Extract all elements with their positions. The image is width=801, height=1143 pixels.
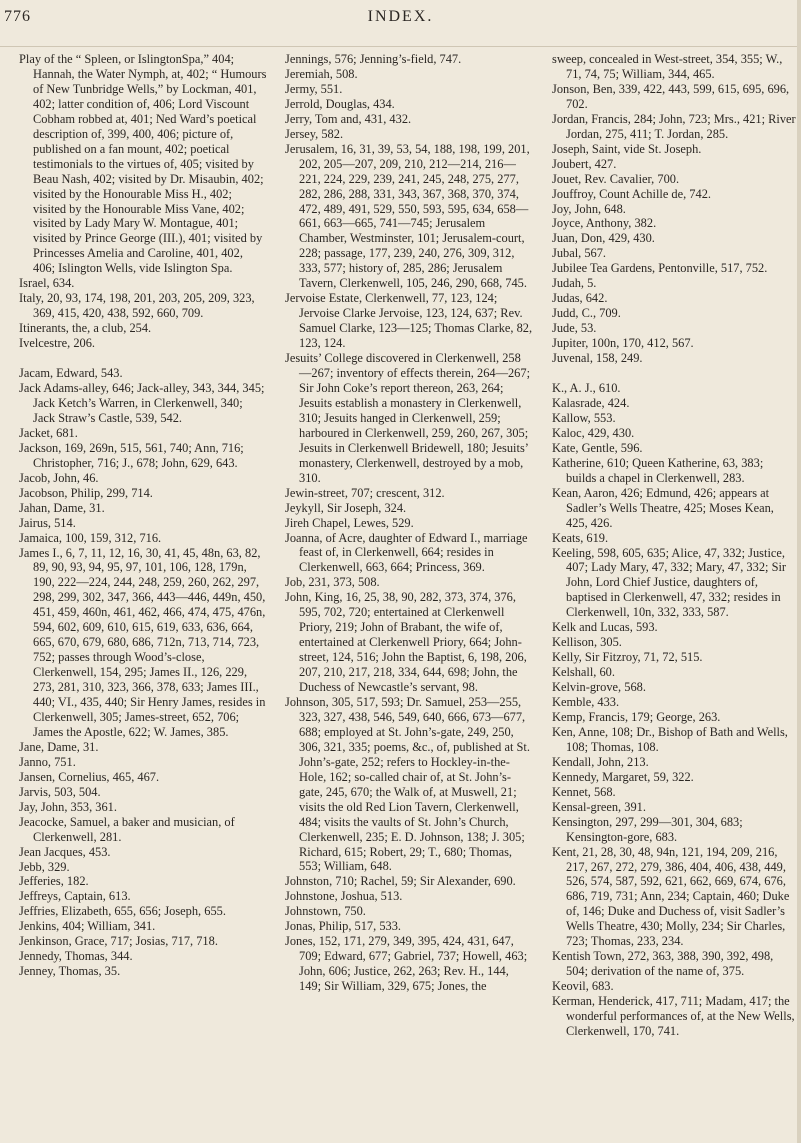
page-header — [0, 0, 801, 47]
index-entry: Katherine, 610; Queen Katherine, 63, 383; builds a chapel in Clerkenwell, 283. — [552, 455, 764, 485]
section-gap — [552, 366, 796, 381]
index-entry: Ivelcestre, 206. — [19, 336, 96, 351]
index-entry: Jersey, 582. — [285, 126, 344, 141]
index-entry: Kallow, 553. — [552, 410, 616, 425]
index-entry: Jansen, Cornelius, 465, 467. — [19, 769, 160, 784]
index-entry: Jebb, 329. — [19, 859, 70, 874]
index-column-1 — [19, 52, 267, 979]
section-gap — [19, 351, 267, 366]
index-entry: Kemp, Francis, 179; George, 263. — [552, 709, 721, 724]
index-entry: Jacket, 681. — [19, 425, 78, 440]
index-entry: Jubilee Tea Gardens, Pentonville, 517, 752. — [552, 261, 768, 276]
index-entry: Jouet, Rev. Cavalier, 700. — [552, 171, 680, 186]
index-entry: Jerry, Tom and, 431, 432. — [285, 111, 412, 126]
index-entry: Kaloc, 429, 430. — [552, 425, 635, 440]
index-entry: Kelshall, 60. — [552, 665, 615, 680]
index-entry: Kean, Aaron, 426; Edmund, 426; appears at Sadler’s Wells Theatre, 425; Moses Kean, 425, 426. — [552, 485, 774, 530]
index-entry: Kendall, John, 213. — [552, 754, 649, 769]
index-entry: Israel, 634. — [19, 276, 75, 291]
index-entry: Jamaica, 100, 159, 312, 716. — [19, 530, 162, 545]
index-entry: Jarvis, 503, 504. — [19, 784, 101, 799]
index-entry: Judd, C., 709. — [552, 306, 621, 321]
index-entry: Jeacocke, Samuel, a baker and musician, of Clerkenwell, 281. — [19, 814, 235, 844]
index-entry: Jerrold, Douglas, 434. — [285, 96, 395, 111]
index-entry: Jenney, Thomas, 35. — [19, 964, 121, 979]
index-entry: Jewin-street, 707; crescent, 312. — [285, 485, 445, 500]
index-entry: Kelly, Sir Fitzroy, 71, 72, 515. — [552, 650, 703, 665]
index-column-2 — [285, 52, 533, 994]
index-entry: Jerusalem, 16, 31, 39, 53, 54, 188, 198, 199, 201, 202, 205—207, 209, 210, 212—214, 216—221, 224, 229, 239, 241, 245, 248, 275, 277, 282, 286, 288, 331, 343, 367, 368, 370, 374, 472, 489, 491, 529, 550, 593, 595, 634, 658—661, 663—665, 741—745; Jerusalem Chamber, Westminster, 101; Jerusalem-court, 228; passage, 177, 239, 240, 276, 309, 312, 333, 577; history of, 285, 286; Jerusalem Tavern, Clerkenwell, 105, 246, 290, 668, 745. — [285, 141, 530, 291]
index-entry: Kate, Gentle, 596. — [552, 440, 643, 455]
index-entry: Play of the “ Spleen, or IslingtonSpa,” 404; Hannah, the Water Nymph, at, 402; “ Humours of New Tunbridge Wells,” by Lockman, 401, 402; latter condition of, 406; Lord Viscount Cobham robbed at, 401; Ned Ward’s poetical description of, 399, 400, 406; picture of, published on a fan mount, 402; poetical testimonials to the virtues of, 405; visited by Beau Nash, 402; visited by Dr. Misaubin, 402; visited by the Honourable Miss H., 402; visited by the Honourable Miss Vane, 402; visited by Lady Mary W. Montague, 401; visited by Prince George (III.), 401; visited by Princesses Amelia and Caroline, 401, 402, 406; Islington Wells, vide Islington Spa. — [19, 52, 267, 276]
index-entry: Jeffries, Elizabeth, 655, 656; Joseph, 655. — [19, 904, 226, 919]
index-entry: Johnstown, 750. — [285, 904, 366, 919]
index-entry: Jean Jacques, 453. — [19, 844, 111, 859]
index-entry: Kellison, 305. — [552, 635, 622, 650]
index-entry: Joy, John, 648. — [552, 201, 626, 216]
index-entry: Jairus, 514. — [19, 515, 76, 530]
index-entry: Jubal, 567. — [552, 246, 607, 261]
index-entry: Kent, 21, 28, 30, 48, 94n, 121, 194, 209, 216, 217, 267, 272, 279, 386, 404, 406, 438, 449, 526, 574, 587, 592, 621, 662, 669, 674, 676, 686, 719, 731; Ann, 234; Captain, 460; Duke of, 146; Duke and Duchess of, visit Sadler’s Wells Theatre, 430; Molly, 234; Sir Charles, 723; Thomas, 233, 234. — [552, 844, 790, 949]
index-entry: Juvenal, 158, 249. — [552, 351, 643, 366]
index-entry: K., A. J., 610. — [552, 381, 621, 396]
index-entry: Johnson, 305, 517, 593; Dr. Samuel, 253—255, 323, 327, 438, 546, 549, 640, 666, 673—677, 688; employed at St. John’s-gate, 249, 250, 306, 321, 335; poems, &c., of, published at St. John’s-gate, 252; refers to Hockley-in-the-Hole, 162; so-called chair of, at St. John’s-gate, 245, 670; the Walk of, at Muswell, 21; visits the old Red Lion Tavern, Clerkenwell, 484; visits the vaults of St. John’s Church, Clerkenwell, 235; E. D. Johnson, 138; J. 305; Richard, 615; Robert, 29; T., 680; Thomas, 553; William, 648. — [285, 694, 530, 874]
index-entry: Keats, 619. — [552, 530, 609, 545]
index-entry: Kelk and Lucas, 593. — [552, 620, 658, 635]
index-entry: Itinerants, the, a club, 254. — [19, 321, 152, 336]
index-entry: John, King, 16, 25, 38, 90, 282, 373, 374, 376, 595, 702, 720; entertained at Clerkenwell Priory, 219; John of Brabant, the wife of, entertained at Clerkenwell Priory, 664; John-street, 124, 516; John the Baptist, 6, 198, 206, 207, 210, 217, 218, 334, 644, 698; John, the Duchess of Newcastle’s servant, 98. — [285, 590, 527, 695]
index-entry: Jefferies, 182. — [19, 874, 89, 889]
index-entry: Jupiter, 100n, 170, 412, 567. — [552, 336, 694, 351]
index-entry: Kensal-green, 391. — [552, 799, 646, 814]
index-entry: Jervoise Estate, Clerkenwell, 77, 123, 124; Jervoise Clarke Jervoise, 123, 124, 637; Rev. Samuel Clarke, 123—125; Thomas Clarke, 82, 123, 124. — [285, 291, 533, 351]
index-entry: Jireh Chapel, Lewes, 529. — [285, 515, 414, 530]
index-entry: Jack Adams-alley, 646; Jack-alley, 343, 344, 345; Jack Ketch’s Warren, in Clerkenwell, 340; Jack Straw’s Castle, 539, 542. — [19, 381, 265, 425]
index-entry: Jennedy, Thomas, 344. — [19, 949, 133, 964]
index-entry: Jacam, Edward, 543. — [19, 366, 123, 381]
index-entry: Jay, John, 353, 361. — [19, 799, 117, 814]
index-entry: Jones, 152, 171, 279, 349, 395, 424, 431, 647, 709; Edward, 677; Gabriel, 737; Howell, 463; John, 606; Justice, 262, 263; Rev. H., 144, 149; Sir William, 329, 675; Jones, the — [285, 934, 528, 994]
index-entry: Judas, 642. — [552, 291, 608, 306]
index-entry: Jonson, Ben, 339, 422, 443, 599, 615, 695, 696, 702. — [552, 81, 790, 111]
index-entry: Joanna, of Acre, daughter of Edward I., marriage feast of, in Clerkenwell, 664; resides in Clerkenwell, 663, 664; Princess, 369. — [285, 530, 528, 575]
index-entry: Janno, 751. — [19, 754, 76, 769]
index-entry: Ken, Anne, 108; Dr., Bishop of Bath and Wells, 108; Thomas, 108. — [552, 724, 788, 754]
index-entry: Jeffreys, Captain, 613. — [19, 889, 131, 904]
index-entry: Jennings, 576; Jenning’s-field, 747. — [285, 52, 462, 66]
index-column-3 — [552, 52, 796, 1039]
index-entry: Jeremiah, 508. — [285, 66, 358, 81]
index-entry: Kensington, 297, 299—301, 304, 683; Kensington-gore, 683. — [552, 814, 743, 844]
index-entry: Jackson, 169, 269n, 515, 561, 740; Ann, 716; Christopher, 716; J., 678; John, 629, 643. — [19, 440, 244, 470]
index-entry: Jermy, 551. — [285, 81, 343, 96]
index-entry: Jenkinson, Grace, 717; Josias, 717, 718. — [19, 934, 218, 949]
index-entry: Kennedy, Margaret, 59, 322. — [552, 769, 694, 784]
index-entry: Jacobson, Philip, 299, 714. — [19, 485, 153, 500]
index-entry: Joyce, Anthony, 382. — [552, 216, 657, 231]
index-entry: Johnston, 710; Rachel, 59; Sir Alexander, 690. — [285, 874, 516, 889]
index-entry: Jordan, Francis, 284; John, 723; Mrs., 421; River Jordan, 275, 411; T. Jordan, 285. — [552, 111, 796, 141]
index-entry: Job, 231, 373, 508. — [285, 575, 380, 590]
index-entry: Jesuits’ College discovered in Clerkenwell, 258—267; inventory of effects therein, 264—267; Sir John Coke’s report thereon, 263, 264; Jesuits establish a monastery in Clerkenwell, 310; Jesuits hanged in Clerkenwell, 259; harboured in Clerkenwell, 259, 260, 267, 305; Jesuits in Clerkenwell Bridewell, 180; Jesuits’ monastery, Clerkenwell, destroyed by a mob, 310. — [285, 351, 531, 485]
index-entry: Juan, Don, 429, 430. — [552, 231, 655, 246]
index-entry: Jane, Dame, 31. — [19, 739, 99, 754]
index-entry: Kemble, 433. — [552, 695, 620, 710]
index-entry: Kelvin-grove, 568. — [552, 680, 646, 695]
index-entry: sweep, concealed in West-street, 354, 355; W., 71, 74, 75; William, 344, 465. — [552, 52, 783, 81]
index-entry: Joubert, 427. — [552, 156, 617, 171]
index-entry: Kerman, Henderick, 417, 711; Madam, 417; the wonderful performances of, at the New Wells, Clerkenwell, 170, 741. — [552, 994, 795, 1038]
index-entry: Johnstone, Joshua, 513. — [285, 889, 403, 904]
index-entry: Jude, 53. — [552, 321, 597, 336]
index-entry: Jahan, Dame, 31. — [19, 500, 105, 515]
index-entry: Keeling, 598, 605, 635; Alice, 47, 332; Justice, 407; Lady Mary, 47, 332; Mary, 47, 332; Sir John, Lord Chief Justice, daughters of, baptised in Clerkenwell, 47, 332; resides in Clerkenwell, 10n, 332, 333, 587. — [552, 545, 787, 620]
index-entry: Jonas, Philip, 517, 533. — [285, 919, 401, 934]
index-entry: Jeykyll, Sir Joseph, 324. — [285, 500, 407, 515]
index-entry: Judah, 5. — [552, 276, 597, 291]
page-edge — [797, 0, 801, 1143]
index-entry: Jenkins, 404; William, 341. — [19, 919, 156, 934]
page-number: 776 — [4, 8, 31, 25]
index-entry: Keovil, 683. — [552, 979, 614, 994]
index-entry: Jacob, John, 46. — [19, 470, 99, 485]
index-entry: Italy, 20, 93, 174, 198, 201, 203, 205, 209, 323, 369, 415, 420, 438, 592, 660, 709. — [19, 291, 255, 321]
index-entry: Kalasrade, 424. — [552, 395, 630, 410]
index-entry: Kentish Town, 272, 363, 388, 390, 392, 498, 504; derivation of the name of, 375. — [552, 949, 774, 979]
running-head: INDEX. — [367, 8, 434, 25]
index-entry: Kennet, 568. — [552, 784, 616, 799]
index-entry: Joseph, Saint, vide St. Joseph. — [552, 141, 702, 156]
index-entry: James I., 6, 7, 11, 12, 16, 30, 41, 45, 48n, 63, 82, 89, 90, 93, 94, 95, 97, 101, 106, 128, 179n, 190, 222—224, 244, 248, 259, 260, 262, 297, 298, 299, 302, 347, 366, 443—446, 449n, 450, 451, 459, 460n, 461, 462, 466, 474, 475, 476n, 594, 602, 609, 610, 615, 619, 633, 636, 664, 665, 670, 679, 680, 686, 712n, 713, 714, 723, 752; passes through Wood’s-close, Clerkenwell, 154, 295; James II., 126, 229, 273, 281, 310, 323, 366, 378, 633; James III., 440; VI., 435, 440; Sir Henry James, resides in Clerkenwell, 305; James-street, 652, 706; James the Apostle, 622; W. James, 385. — [19, 545, 266, 739]
index-entry: Jouffroy, Count Achille de, 742. — [552, 186, 711, 201]
